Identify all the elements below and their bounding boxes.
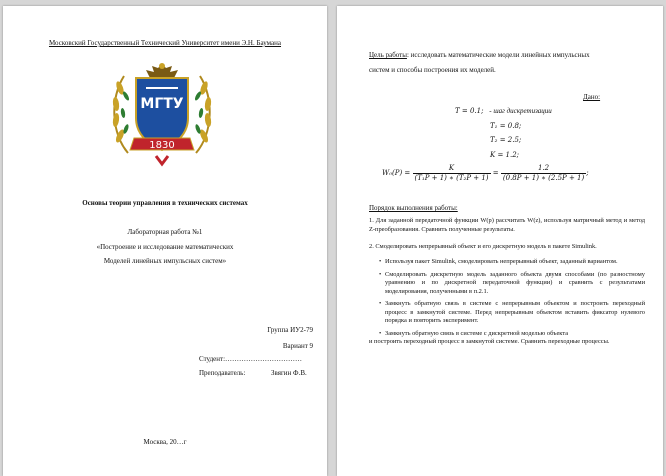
step-2: 2. Смоделировать непрерывный объект и его дискретную модель в пакете Simulink. [369, 243, 597, 250]
given-label: Дано: [583, 93, 601, 101]
step-1: 1. Для заданной передаточной функции W(p) рассчитать W(z), используя матричный метод и метод Z-преобразования. Сравнить полученные результаты. [369, 217, 645, 233]
group: Группа ИУ2-79 [267, 326, 313, 334]
transfer-function [382, 164, 589, 183]
frac2-den: (0.8P + 1) ∗ (2.5P + 1) [502, 174, 585, 182]
course-title: Основы теории управления в технических системах [82, 199, 248, 207]
list-item: • Замкнуть обратную связь в системе с непрерывным объектом и построить переходный процесс в замкнутой системе. Перед непрерывным объектом вставить фиксатор нулевого порядка и повторить эксперимент. [379, 300, 645, 324]
list-item: • Замкнуть обратную связь в системе с дискретной моделью объекта [379, 329, 569, 337]
frac1-den: (T₁P + 1) ∗ (T₂P + 1) [414, 174, 489, 182]
title-page [3, 6, 327, 476]
given-t1: T₁ = 0.8; [490, 122, 522, 130]
w-lhs: W₀(P) = [382, 169, 411, 177]
t-comment: - шаг дискретизации [489, 107, 552, 115]
city-year: Москва, 20…г [143, 438, 187, 446]
equals-sign: = [492, 169, 499, 177]
teacher-label: Преподаватель: [199, 369, 246, 377]
frac2-num: 1.2 [501, 164, 586, 174]
topic-line-1: «Построение и исследование математических [96, 243, 234, 251]
task-page [337, 6, 663, 476]
given-t [455, 107, 552, 116]
emblem-letters: МГТУ [140, 96, 184, 112]
lab-number: Лабораторная работа №1 [127, 228, 203, 236]
given-t2: T₂ = 2.5; [490, 136, 522, 144]
university-name: Московский Государственный Технический Университет имени Э.Н. Баумана [48, 39, 282, 47]
goal-text: : исследовать математические модели линейных импульсных [406, 51, 590, 59]
bullet-4-continuation: и построить переходный процесс в замкнутой системе. Сравнить переходные процессы. [369, 338, 610, 345]
topic-line-2: Моделей линейных импульсных систем» [103, 257, 227, 265]
order-label: Порядок выполнения работы: [369, 204, 458, 212]
frac-symbolic [413, 164, 491, 183]
goal-paragraph [369, 51, 649, 60]
variant: Вариант 9 [282, 342, 313, 350]
list-item: • Используя пакет Simulink, смоделировать непрерывный объект, заданный вариантом. [379, 258, 618, 265]
t-value: T = 0.1; [455, 107, 484, 115]
teacher-name: Звягин Ф.В. [271, 369, 307, 377]
semicolon: ; [586, 169, 589, 177]
goal-text-2: систем и способы построения их моделей. [369, 66, 496, 74]
list-item: • Смоделировать дискретную модель заданного объекта двумя способами (по разностному уравнению и по дискретной передаточной функции) и сравнить с результатами моделирования, полученными в п.2.1. [379, 270, 645, 295]
bullet-list [369, 258, 645, 347]
student-label: Студент:…………………………… [199, 355, 303, 363]
goal-label: Цель работы [369, 51, 407, 59]
frac1-num: K [413, 164, 491, 174]
university-emblem [106, 58, 218, 170]
emblem-year: 1830 [149, 140, 175, 151]
frac-numeric [501, 164, 589, 183]
given-k: K = 1.2; [490, 151, 520, 159]
